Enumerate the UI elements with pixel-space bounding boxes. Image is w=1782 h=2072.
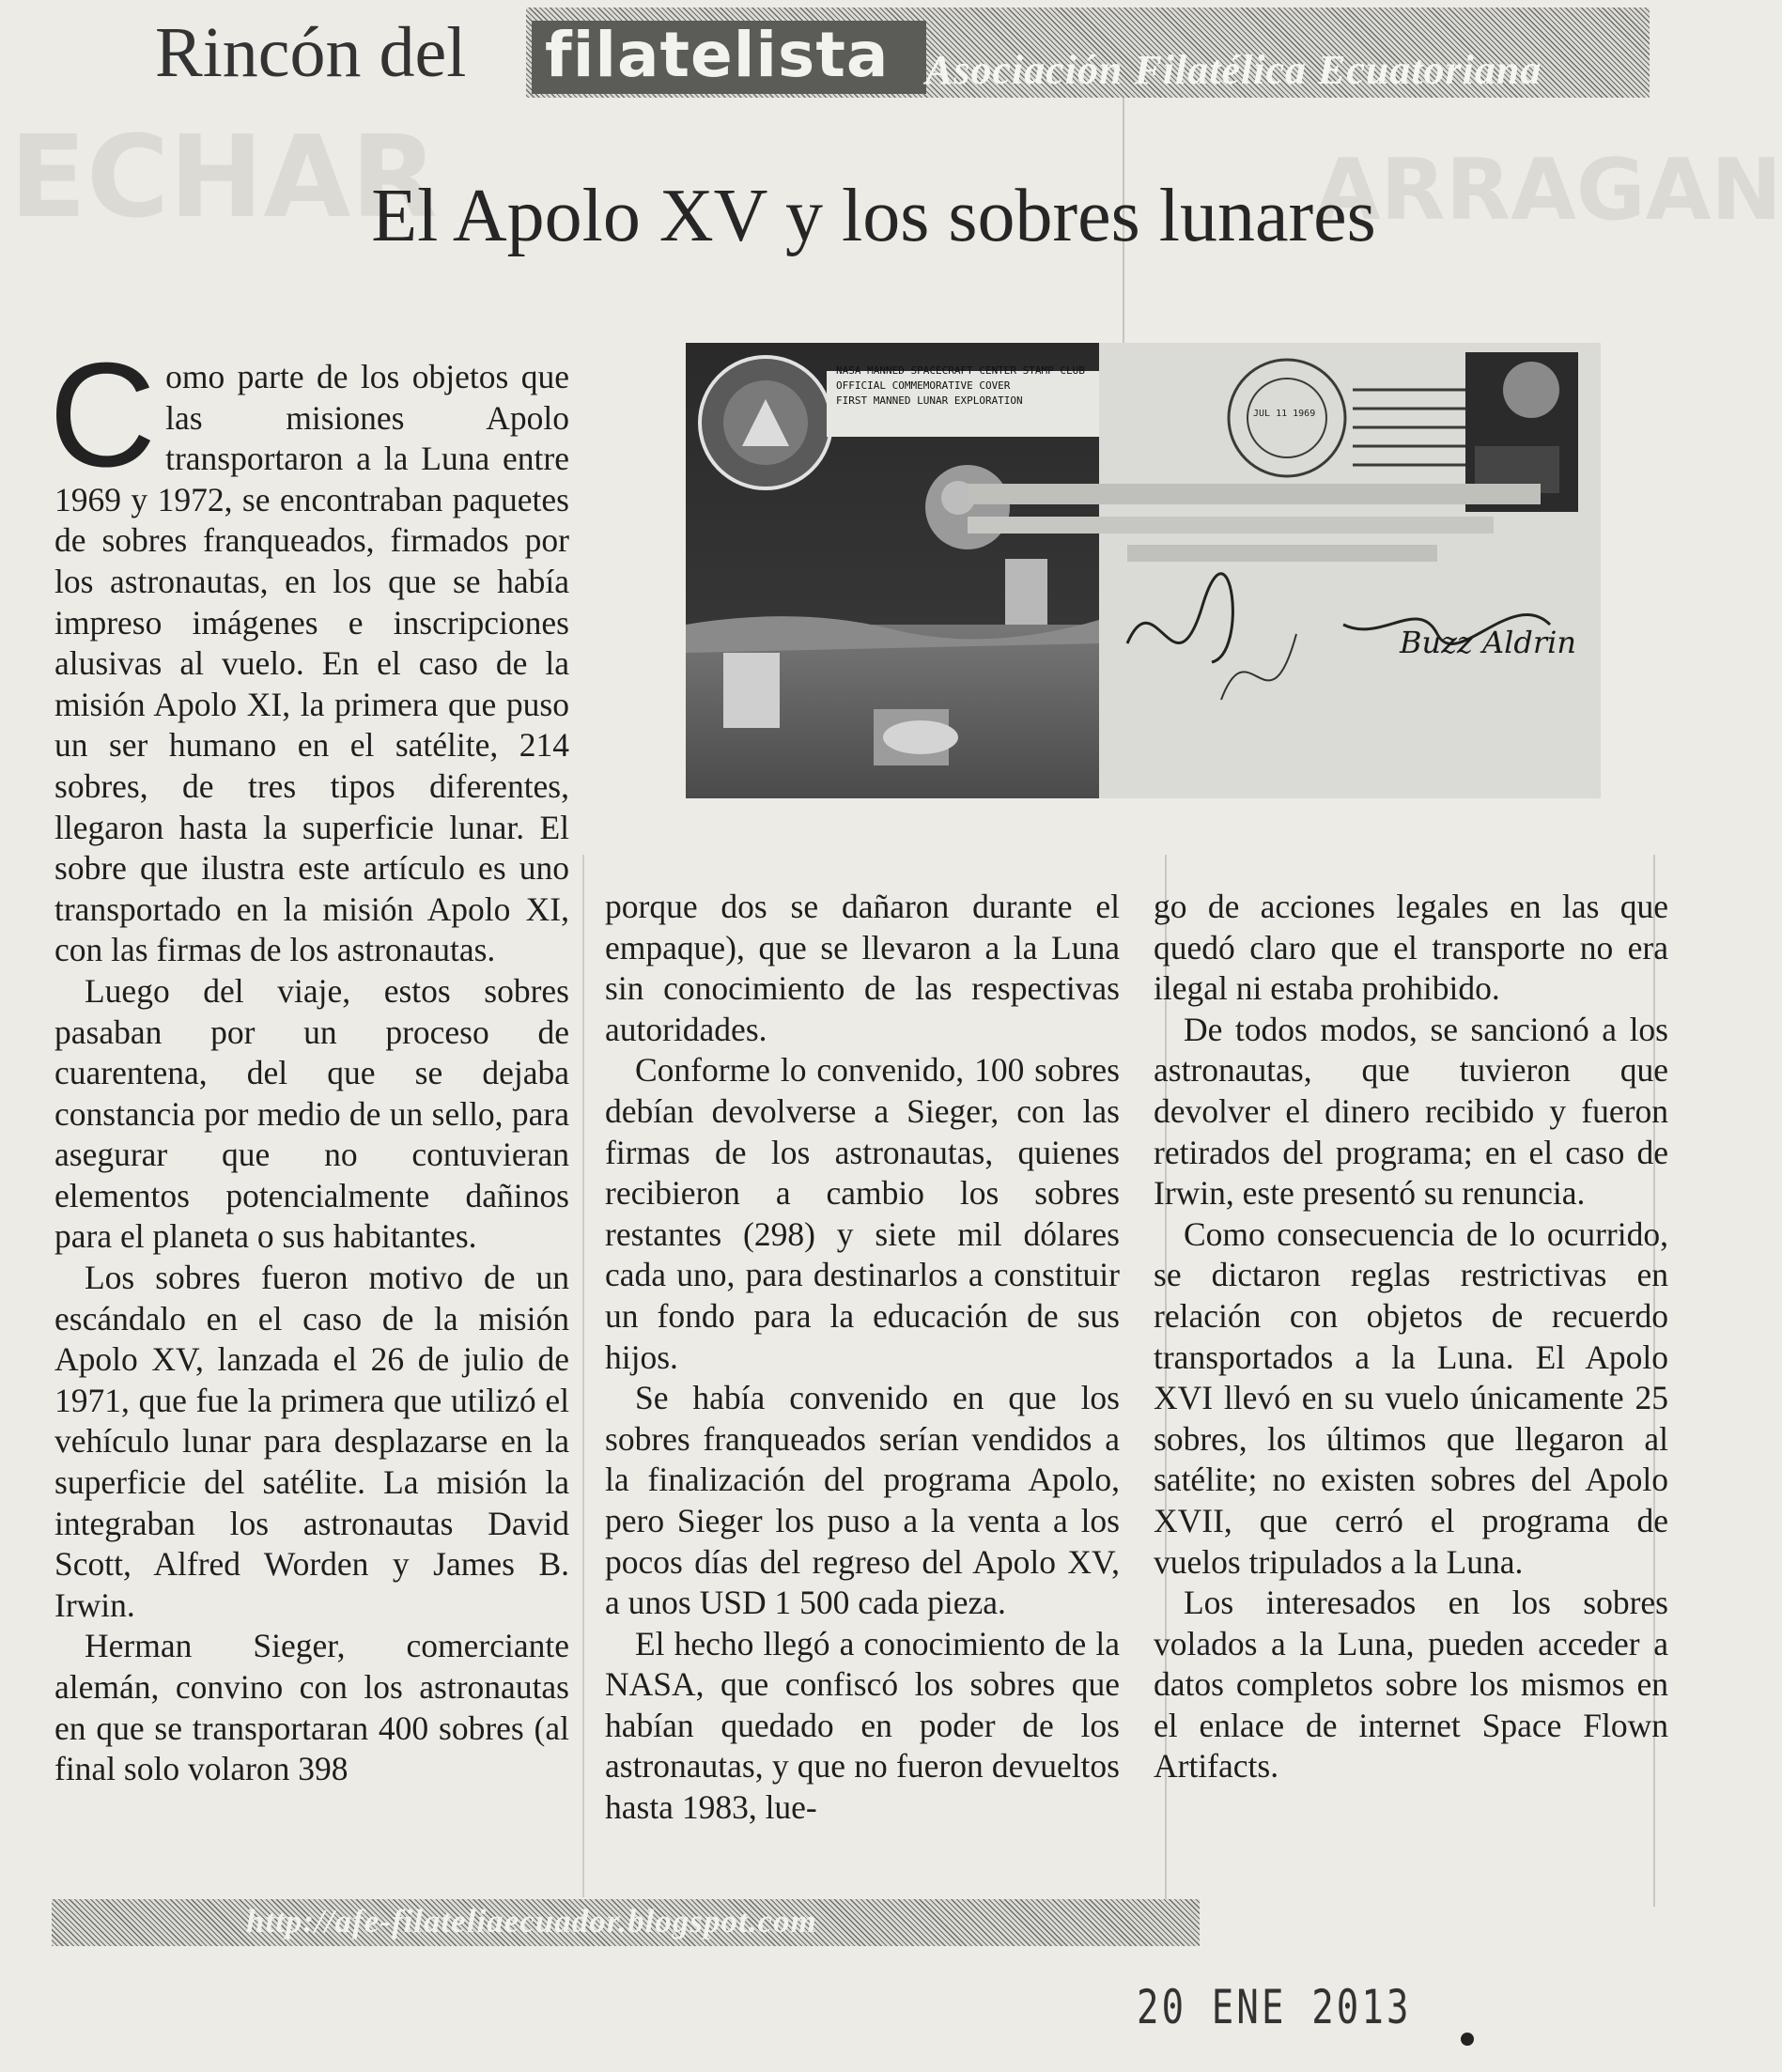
paragraph: Los sobres fueron motivo de un escándalo en el caso de la misión Apolo XV, lanzada el 26 de julio de 1971, que fue la primera que utilizó el vehículo lunar para desplazarse en la superficie del satélite. La misión la integraban los astronautas David Scott, Alfred Worden y James B. Irwin. — [54, 1259, 569, 1624]
received-date-stamp: 20 ENE 2013 — [1137, 1980, 1412, 2034]
envelope-photo — [686, 343, 1601, 798]
paragraph: Conforme lo convenido, 100 sobres debían devolverse a Sieger, con las firmas de los astronautas, quienes recibieron a cambio los sobres restantes (298) y siete mil dólares cada uno, para destinarlos a constituir un fondo para la educación de sus hijos. — [605, 1051, 1120, 1376]
paragraph: Herman Sieger, comerciante alemán, convino con los astronautas en que se transportaran 400 sobres (al final solo volaron 398 — [54, 1627, 569, 1788]
cover-line: NASA MANNED SPACECRAFT CENTER STAMP CLUB — [836, 364, 1085, 377]
section-title-highlight: filatelista — [545, 19, 890, 91]
paragraph: Los interesados en los sobres volados a la Luna, pueden acceder a datos completos sobre los mismos en el enlace de internet Space Flown Artifacts. — [1154, 1584, 1668, 1786]
paragraph: Se había convenido en que los sobres franqueados serían vendidos a la finalización del programa Apolo, pero Sieger los puso a la venta a los pocos días del regreso del Apolo XV, a unos USD 1 500 cada pieza. — [605, 1379, 1120, 1622]
paragraph — [49, 332, 569, 971]
association-name: Asociación Filatélica Ecuatoriana — [925, 47, 1542, 93]
bleed-through-text: ECHAR — [9, 113, 438, 243]
astronaut-signature: Buzz Aldrin — [1400, 625, 1576, 660]
article-column-2 — [605, 887, 1120, 1829]
ink-dot — [1461, 2033, 1474, 2046]
postmark-date: JUL 11 1969 — [1253, 409, 1316, 419]
paragraph: De todos modos, se sancionó a los astronautas, que tuvieron que devolver el dinero recibido y fueron retirados del programa; en el caso de Irwin, este presentó su renuncia. — [1154, 1010, 1668, 1213]
paragraph: Luego del viaje, estos sobres pasaban por un proceso de cuarentena, del que se dejaba constancia por medio de un sello, para asegurar que no contuvieran elementos potencialmente dañinos para el planeta o sus habitantes. — [54, 971, 569, 1256]
envelope-illustration — [686, 343, 1601, 798]
blog-url: http://afe-filateliaecuador.blogspot.com — [246, 1903, 817, 1940]
column-rule — [582, 855, 584, 1897]
cover-line: OFFICIAL COMMEMORATIVE COVER — [836, 379, 1011, 392]
paragraph: porque dos se dañaron durante el empaque), que se llevaron a la Luna sin conocimiento de las respectivas autoridades. — [605, 888, 1120, 1048]
paragraph: Como consecuencia de lo ocurrido, se dictaron reglas restrictivas en relación con objetos de recuerdo transportados a la Luna. El Apolo XVI llevó en su vuelo únicamente 25 sobres, los últimos que llegaron al satélite; no existen sobres del Apolo XVII, que cerró el programa de vuelos tripulados a la Luna. — [1154, 1214, 1668, 1581]
bleed-through-text: ARRAGAN — [1315, 141, 1782, 240]
paragraph: go de acciones legales en las que quedó claro que el transporte no era ilegal ni estaba prohibido. — [1154, 888, 1668, 1008]
section-title: Rincón del — [155, 13, 467, 92]
paragraph-text: omo parte de los objetos que las misiones Apolo transportaron a la Luna entre 1969 y 1972, se encontraban paquetes de sobres franqueados, firmados por los astronautas, en los que se había impreso imágenes e inscripciones alusivas al vuelo. En el caso de la misión Apolo XI, la primera que puso un ser humano en el satélite, 214 sobres, de tres tipos diferentes, llegaron hasta la superficie lunar. El sobre que ilustra este artículo es uno transportado en la misión Apolo XI, con las firmas de los astronautas. — [54, 358, 569, 969]
paragraph: El hecho llegó a conocimiento de la NASA, que confiscó los sobres que habían quedado en poder de los astronautas, y que no fueron devueltos hasta 1983, lue- — [605, 1624, 1120, 1827]
drop-cap: C — [49, 332, 157, 498]
cover-line: FIRST MANNED LUNAR EXPLORATION — [836, 394, 1023, 407]
article-column-1 — [49, 332, 569, 1790]
article-column-3 — [1154, 887, 1668, 1787]
article-title: El Apolo XV y los sobres lunares — [371, 175, 1376, 257]
